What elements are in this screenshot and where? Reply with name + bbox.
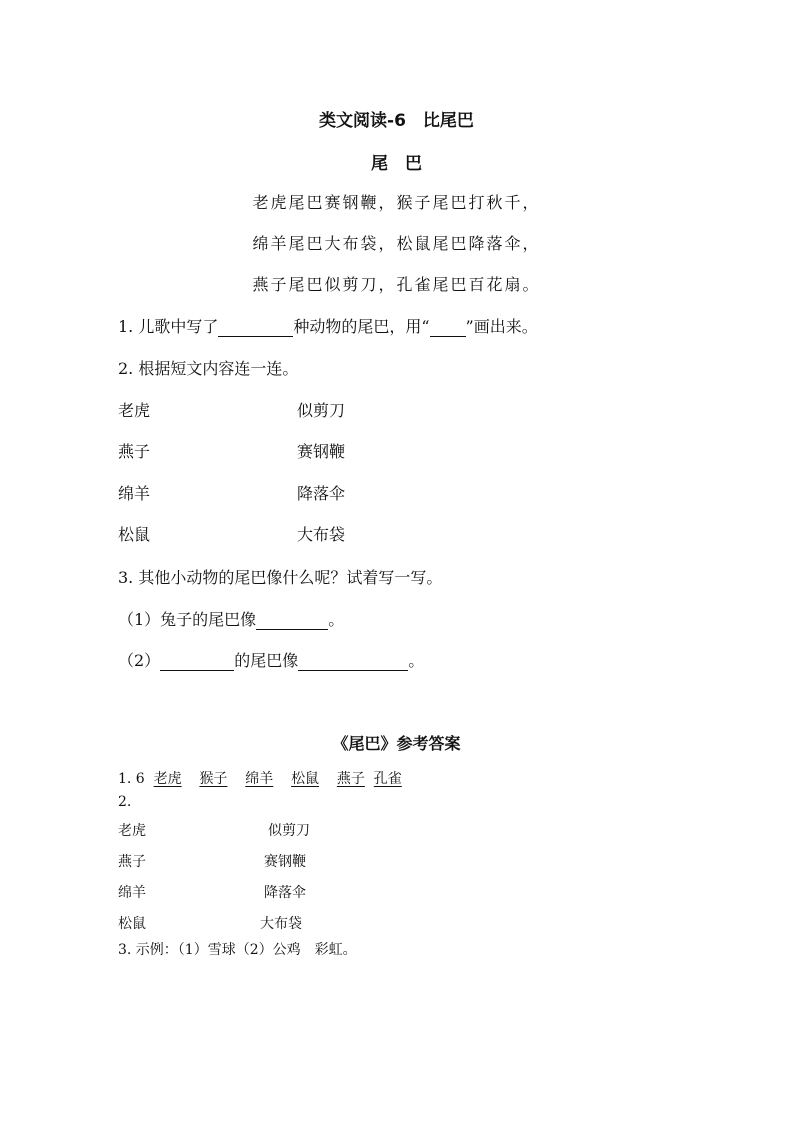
match-left[interactable]: 绵羊 — [118, 484, 151, 503]
answer-animal: 绵羊 — [245, 771, 274, 787]
page-title: 类文阅读-6 比尾巴 — [319, 111, 474, 131]
match-left[interactable]: 燕子 — [118, 442, 151, 461]
item-text: （2） — [118, 651, 161, 670]
answer-blank-rabbit[interactable] — [256, 613, 328, 630]
question-3-item-1 — [118, 607, 344, 630]
question-3-prompt: 3. 其他小动物的尾巴像什么呢？试着写一写。 — [118, 568, 443, 587]
answer-match-left: 老虎 — [118, 823, 146, 839]
question-2-prompt: 2. 根据短文内容连一连。 — [118, 359, 299, 378]
question-1-text: 种动物的尾巴，用“ — [293, 317, 430, 336]
match-right[interactable]: 降落伞 — [297, 484, 346, 503]
answer-match-right: 降落伞 — [264, 885, 306, 901]
answer-match-left: 松鼠 — [118, 916, 146, 932]
answer-animal: 松鼠 — [291, 771, 320, 787]
answer-1 — [118, 768, 402, 788]
item-text: 的尾巴像 — [234, 651, 299, 670]
question-1-text: ”画出来。 — [465, 317, 538, 336]
answer-blank-count[interactable] — [218, 320, 293, 337]
match-left[interactable]: 老虎 — [118, 401, 151, 420]
answer-blank-animal[interactable] — [160, 654, 234, 671]
question-1-text: 1. 儿歌中写了 — [118, 317, 219, 336]
poem-line: 老虎尾巴赛钢鞭，猴子尾巴打秋千， — [252, 193, 541, 212]
answer-blank-mark[interactable] — [430, 320, 466, 337]
poem-title: 尾 巴 — [371, 154, 422, 174]
answer-match-right: 赛钢鞭 — [264, 854, 306, 870]
answer-animal: 燕子 — [336, 771, 365, 787]
answer-match-right: 大布袋 — [260, 916, 302, 932]
answer-match-right: 似剪刀 — [268, 823, 310, 839]
match-right[interactable]: 似剪刀 — [297, 401, 346, 420]
answers-title: 《尾巴》参考答案 — [332, 734, 461, 753]
item-text: 。 — [408, 651, 425, 670]
question-1 — [118, 314, 538, 337]
question-3-item-2 — [118, 648, 424, 671]
match-right[interactable]: 赛钢鞭 — [297, 442, 346, 461]
answer-1-count: 1. 6 — [118, 771, 145, 787]
answer-animal: 老虎 — [153, 771, 182, 787]
poem-line: 绵羊尾巴大布袋，松鼠尾巴降落伞， — [252, 234, 541, 253]
item-text: 。 — [328, 610, 345, 629]
answer-match-left: 燕子 — [118, 854, 146, 870]
match-left[interactable]: 松鼠 — [118, 525, 151, 544]
answer-match-left: 绵羊 — [118, 885, 146, 901]
answer-blank-likeness[interactable] — [298, 654, 408, 671]
answer-animal: 猴子 — [199, 771, 228, 787]
answer-2-label: 2. — [118, 794, 132, 810]
answer-3: 3. 示例：（1）雪球（2）公鸡 彩虹。 — [118, 942, 357, 958]
answer-animal: 孔雀 — [373, 771, 402, 787]
match-right[interactable]: 大布袋 — [297, 525, 346, 544]
poem-line: 燕子尾巴似剪刀，孔雀尾巴百花扇。 — [252, 275, 541, 294]
item-text: （1）兔子的尾巴像 — [118, 610, 257, 629]
